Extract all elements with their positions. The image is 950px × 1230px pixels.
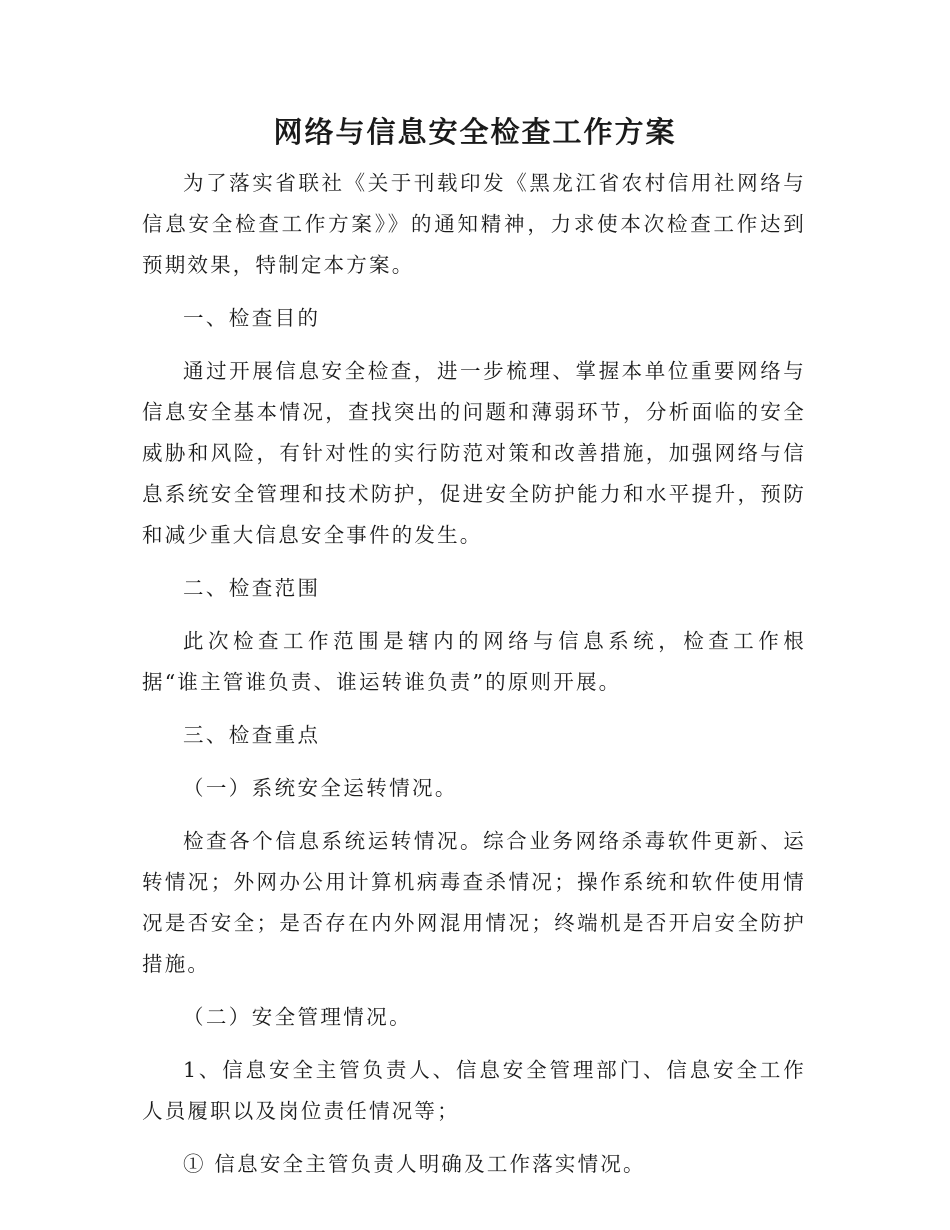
document-body <box>142 163 806 1185</box>
subsection-heading-system-operation: （一）系统安全运转情况。 <box>183 776 458 800</box>
section-heading-scope: 二、检查范围 <box>183 576 321 600</box>
intro-paragraph: 为了落实省联社《关于刊载印发《黑龙江省农村信用社网络与信息安全检查工作方案》》的通知精神，力求使本次检查工作达到预期效果，特制定本方案。 <box>142 171 806 277</box>
list-item-circled-1: ① 信息安全主管负责人明确及工作落实情况。 <box>183 1152 646 1176</box>
subsection-heading-security-management: （二）安全管理情况。 <box>183 1005 412 1029</box>
section-heading-purpose: 一、检查目的 <box>183 306 321 330</box>
document-title: 网络与信息安全检查工作方案 <box>273 115 677 149</box>
scope-paragraph: 此次检查工作范围是辖内的网络与信息系统，检查工作根据“谁主管谁负责、谁运转谁负责”的原则开展。 <box>142 629 806 694</box>
purpose-paragraph: 通过开展信息安全检查，进一步梳理、掌握本单位重要网络与信息安全基本情况，查找突出的问题和薄弱环节，分析面临的安全威胁和风险，有针对性的实行防范对策和改善措施，加强网络与信息系统安全管理和技术防护，促进安全防护能力和水平提升，预防和减少重大信息安全事件的发生。 <box>142 359 806 547</box>
section-heading-focus: 三、检查重点 <box>183 723 321 747</box>
system-operation-paragraph: 检查各个信息系统运转情况。综合业务网络杀毒软件更新、运转情况；外网办公用计算机病毒查杀情况；操作系统和软件使用情况是否安全；是否存在内外网混用情况；终端机是否开启安全防护措施。 <box>142 829 806 976</box>
list-item-responsibility: 1、信息安全主管负责人、信息安全管理部门、信息安全工作人员履职以及岗位责任情况等； <box>142 1058 806 1123</box>
